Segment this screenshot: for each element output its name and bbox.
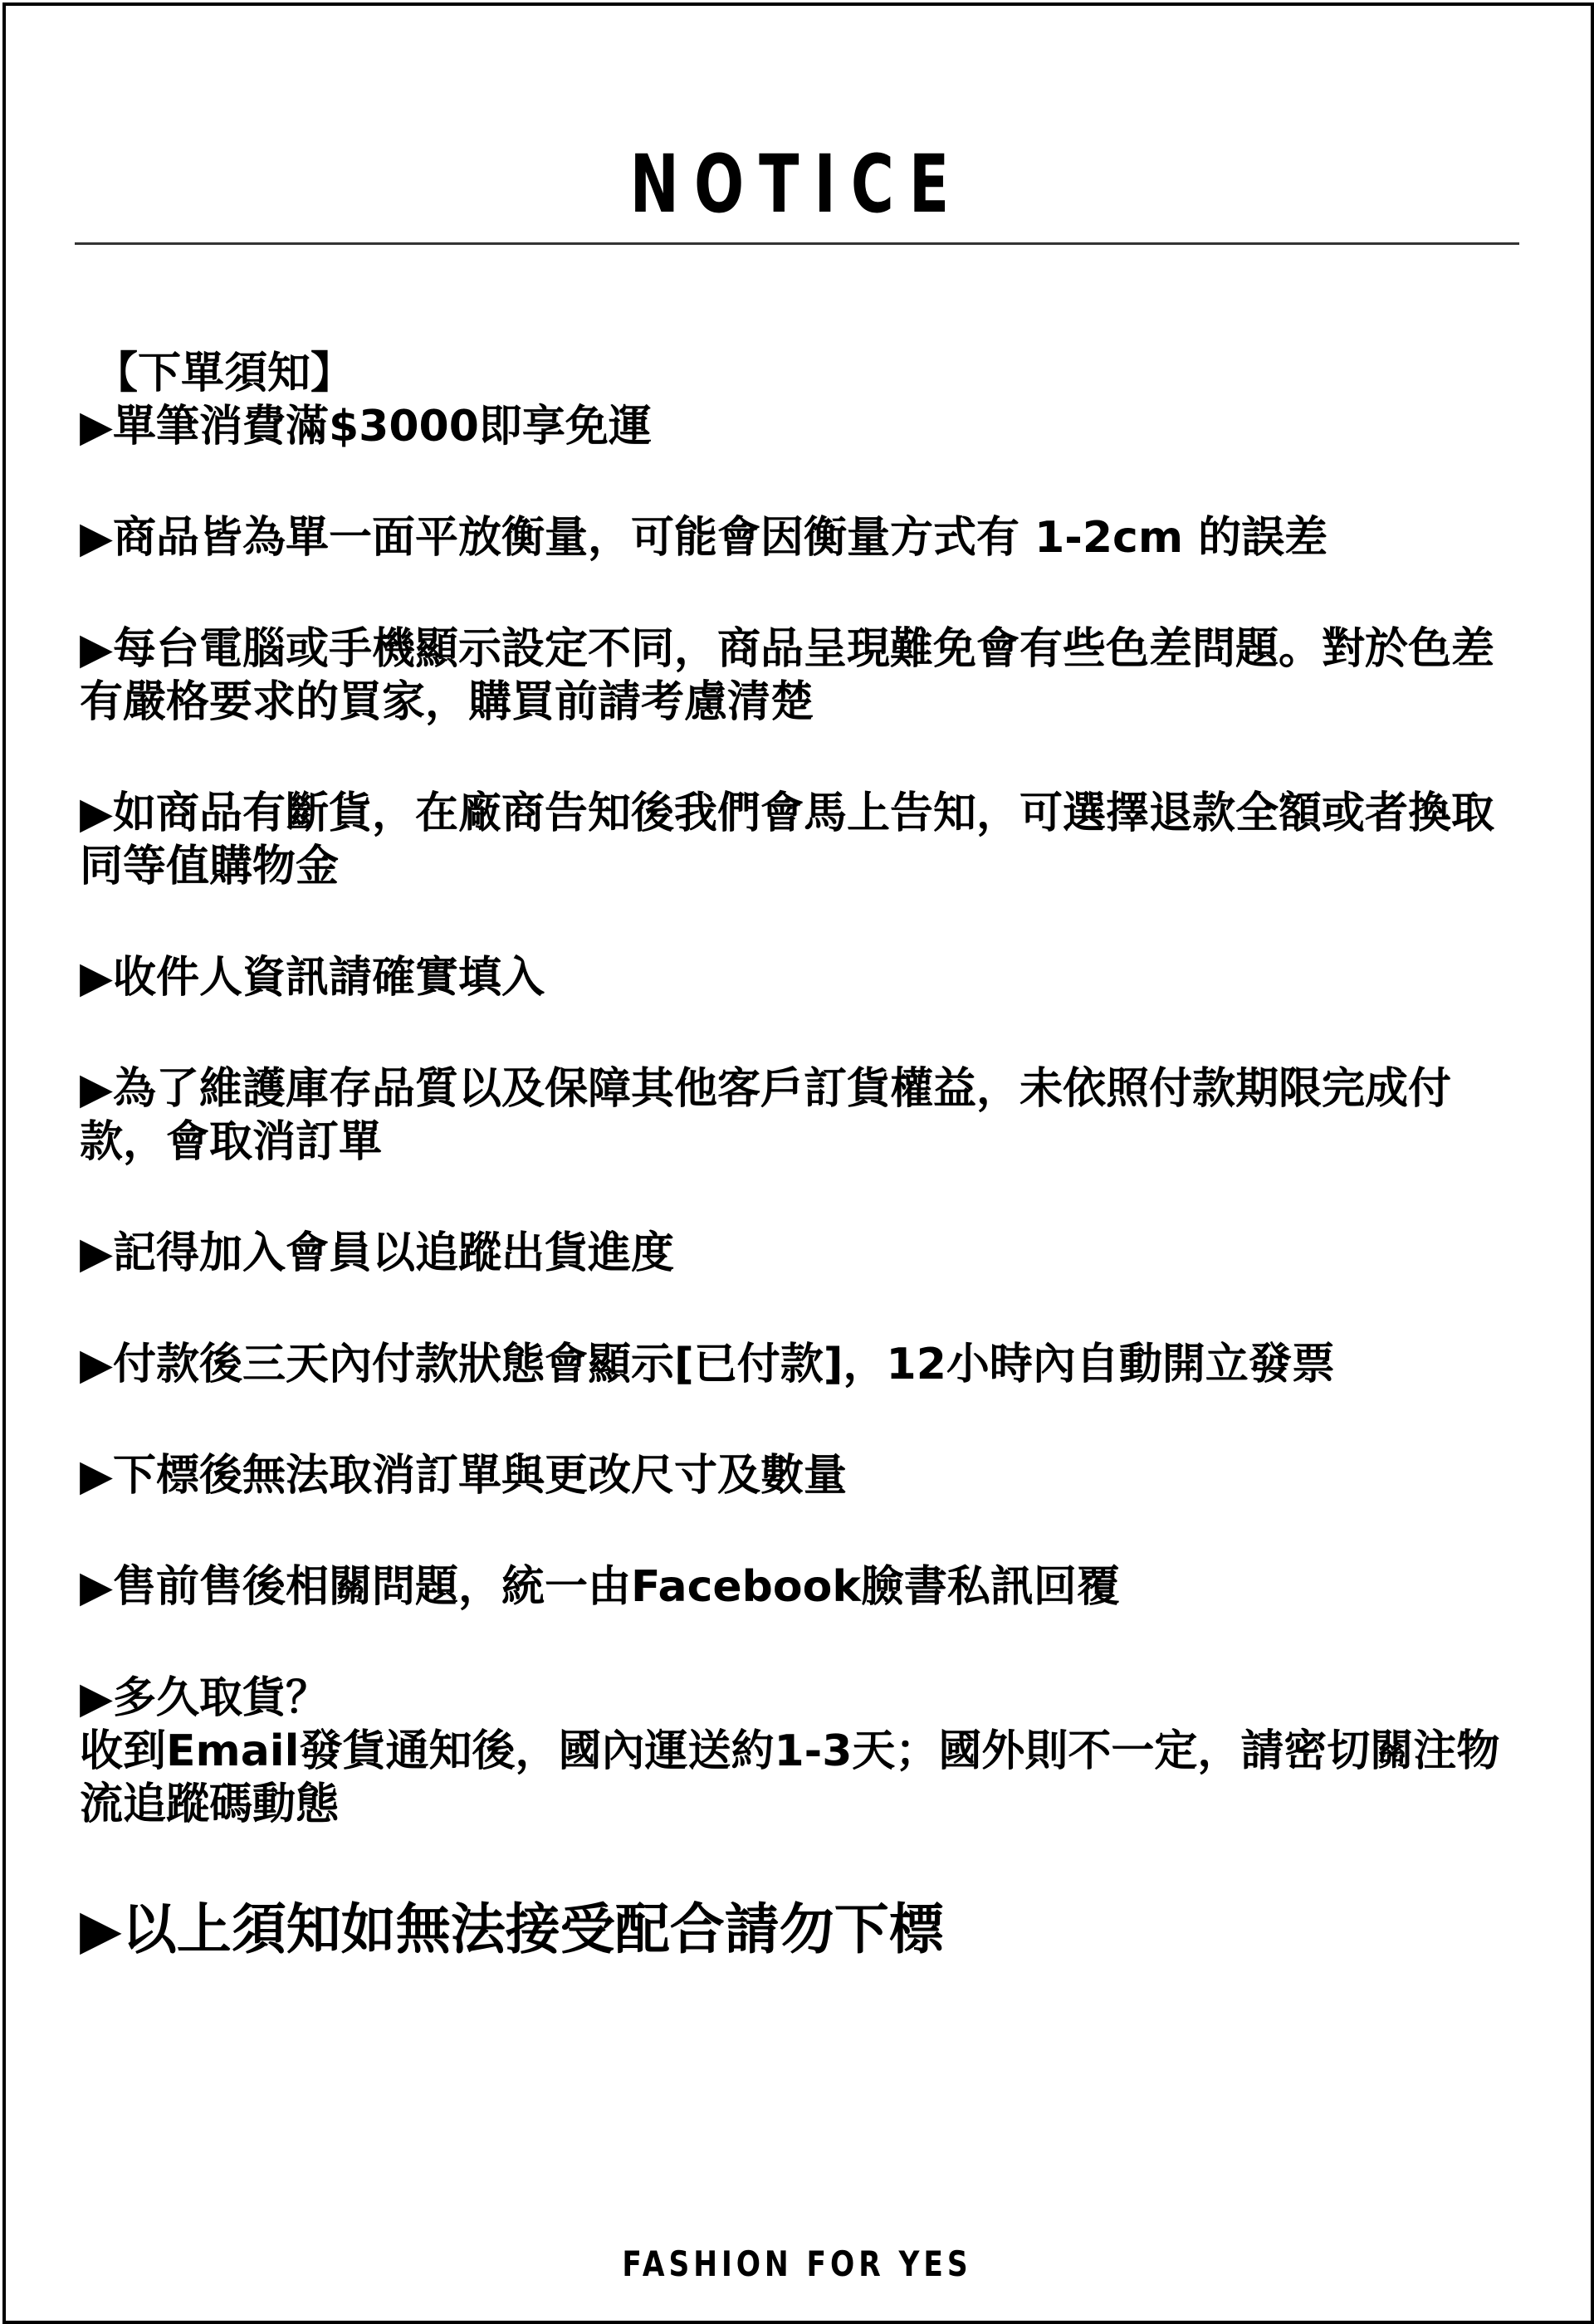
notice-item-text: 多久取貨？ <box>113 1673 330 1723</box>
notice-item-text: 下標後無法取消訂單與更改尺寸及數量 <box>113 1451 848 1501</box>
notice-item-text: 記得加入會員以追蹤出貨進度 <box>113 1228 675 1278</box>
notice-item-payment-deadline <box>80 1062 1524 1169</box>
bullet-arrow-icon: ▶ <box>80 1228 113 1278</box>
bullet-arrow-icon: ▶ <box>80 953 113 1003</box>
notice-item-text: 收件人資訊請確實填入 <box>113 953 545 1003</box>
brand-footer: FASHION FOR YES <box>622 2243 972 2284</box>
bullet-arrow-icon: ▶ <box>80 1673 113 1723</box>
final-notice-text: 以上須知如無法接受配合請勿下標 <box>121 1897 944 1961</box>
notice-item-text: 商品皆為單一面平放衡量，可能會因衡量方式有 1-2cm 的誤差 <box>113 513 1328 563</box>
notice-item-text: 付款後三天內付款狀態會顯示[已付款]，12小時內自動開立發票 <box>113 1340 1335 1389</box>
notice-item-text: 每台電腦或手機顯示設定不同，商品呈現難免會有些色差問題。對於色差有嚴格要求的買家，購買前請考慮清楚 <box>80 624 1495 727</box>
bullet-arrow-icon: ▶ <box>80 1451 113 1501</box>
bullet-arrow-icon: ▶ <box>80 513 113 563</box>
bullet-arrow-icon: ▶ <box>80 402 113 452</box>
title-divider <box>75 242 1519 245</box>
bullet-arrow-icon: ▶ <box>80 1897 122 1961</box>
notice-item-out-of-stock <box>80 787 1524 893</box>
notice-item-text: 如商品有斷貨，在廠商告知後我們會馬上告知，可選擇退款全額或者換取同等值購物金 <box>80 788 1495 891</box>
notice-item-text: 單筆消費滿$3000即享免運 <box>113 402 652 452</box>
notice-item-color-difference <box>80 622 1524 729</box>
bullet-arrow-icon: ▶ <box>80 1340 113 1389</box>
bullet-arrow-icon: ▶ <box>80 624 113 674</box>
notice-item-membership <box>80 1227 1524 1280</box>
notice-item-delivery-answer: 收到Email發貨通知後，國內運送約1-3天；國外則不一定，請密切關注物流追蹤碼動態 <box>80 1726 1500 1829</box>
notice-item-support <box>80 1560 1524 1614</box>
bullet-arrow-icon: ▶ <box>80 788 113 838</box>
notice-item-delivery-question <box>80 1672 1524 1725</box>
notice-item-text: 為了維護庫存品質以及保障其他客戶訂貨權益，未依照付款期限完成付款，會取消訂單 <box>80 1064 1452 1167</box>
notice-item-free-shipping <box>80 400 1524 453</box>
bullet-arrow-icon: ▶ <box>80 1562 113 1612</box>
bullet-arrow-icon: ▶ <box>80 1064 113 1114</box>
notice-item-payment-status <box>80 1338 1524 1391</box>
notice-item-text: 售前售後相關問題，統一由Facebook臉書私訊回覆 <box>113 1562 1120 1612</box>
section-heading: 【下單須知】 <box>95 349 354 398</box>
notice-item-recipient-info <box>80 951 1524 1004</box>
final-notice <box>80 1896 1524 1964</box>
notice-content <box>80 347 1524 1964</box>
notice-item-measurement <box>80 511 1524 564</box>
page-title: NOTICE <box>629 138 965 231</box>
notice-item-no-cancel <box>80 1449 1524 1502</box>
